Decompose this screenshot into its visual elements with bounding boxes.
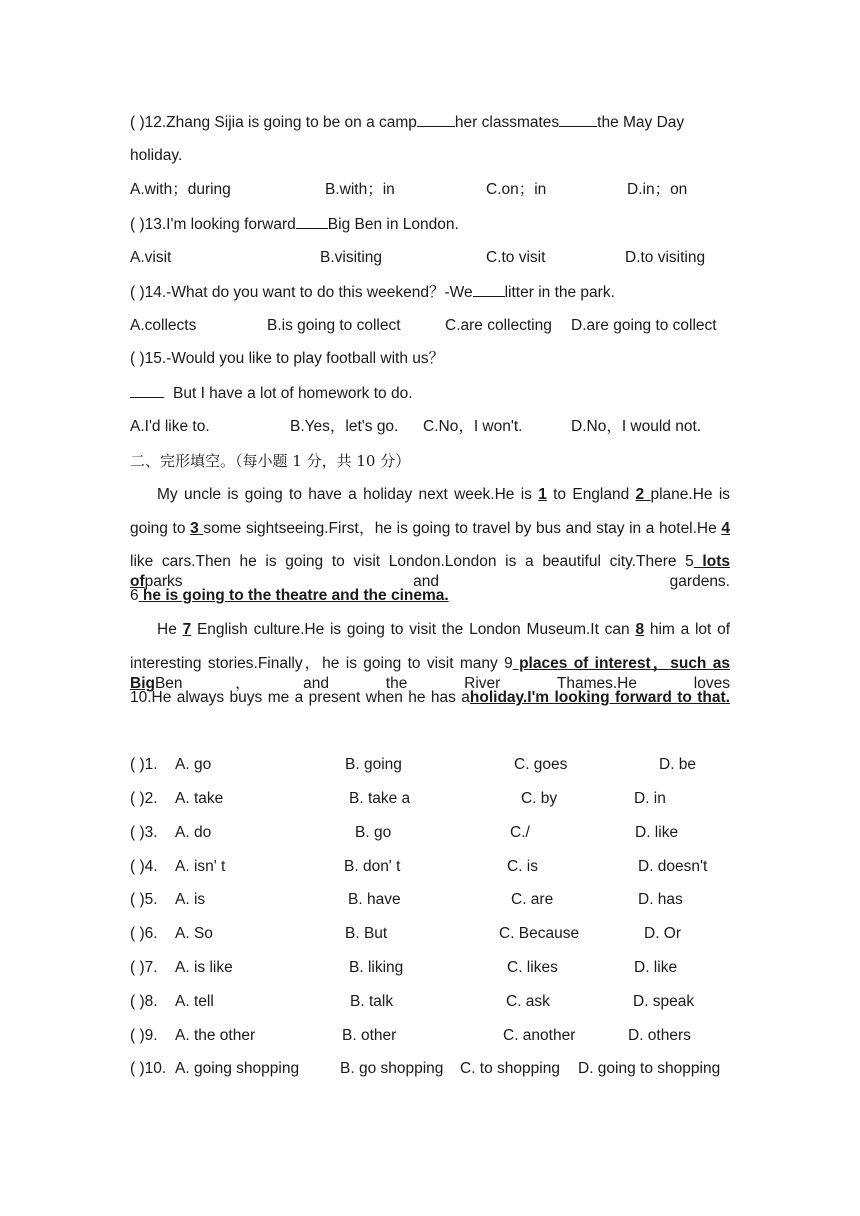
item-number: ( )3. — [130, 824, 158, 841]
passage-line — [130, 586, 730, 606]
item-number: ( )5. — [130, 891, 158, 908]
question-12-text-c: the May Day — [597, 114, 685, 131]
option-d: D.are going to collect — [571, 317, 717, 334]
option-d: D. doesn't — [638, 858, 708, 875]
option-b: B. don' t — [344, 858, 401, 875]
option-d: D. be — [659, 756, 697, 773]
question-12-stem — [130, 112, 730, 133]
option-d: D. like — [635, 824, 679, 841]
passage-text: plane.He is — [650, 486, 731, 503]
item-number: ( )6. — [130, 925, 158, 942]
option-c: C. are — [511, 891, 554, 908]
passage-text: 9 — [504, 655, 513, 672]
question-13-text-a: ( )13.I'm looking forward — [130, 216, 296, 233]
option-a: A. the other — [175, 1027, 256, 1044]
section-2-heading: 二、完形填空。（每小题 1 分，共 10 分） — [130, 452, 411, 470]
item-number: ( )1. — [130, 756, 158, 773]
option-d: D. like — [634, 959, 678, 976]
blank-number: lots of — [130, 553, 730, 590]
blank-number: 8 — [635, 621, 645, 638]
question-12-text-b: her classmates — [454, 114, 560, 131]
option-d: D. speak — [633, 993, 695, 1010]
option-b: B. go — [355, 824, 392, 841]
question-14-stem — [130, 282, 730, 303]
passage-text: My uncle is going to have a holiday next week.He is — [157, 486, 539, 503]
passage-text: going to — [130, 520, 191, 537]
passage-text: interesting stories.Finally，he is going to visit many — [130, 655, 505, 672]
option-c: C. Because — [499, 925, 580, 942]
passage-text: 10 — [130, 689, 148, 706]
option-a: A. go — [175, 756, 212, 773]
option-d: D. going to shopping — [578, 1060, 721, 1077]
answer-blank — [559, 112, 597, 127]
option-b: B.Yes，let's go. — [290, 418, 399, 435]
option-d: D.to visiting — [625, 249, 706, 266]
passage-text: 6 — [130, 587, 139, 604]
blank-number: 4 — [721, 520, 730, 537]
option-a: A. tell — [175, 993, 214, 1010]
passage-text: him a lot of — [644, 621, 731, 638]
option-a: A. going shopping — [175, 1060, 300, 1077]
option-c: C.are collecting — [445, 317, 552, 334]
option-a: A. isn' t — [175, 858, 226, 875]
question-13-stem — [130, 214, 730, 235]
option-c: C./ — [510, 824, 530, 841]
option-b: B. going — [345, 756, 402, 773]
option-a: A.with；during — [130, 181, 231, 198]
blank-number: 2 — [635, 486, 651, 503]
option-b: B. other — [342, 1027, 397, 1044]
item-number: ( )4. — [130, 858, 158, 875]
option-b: B. take a — [349, 790, 411, 807]
option-b: B. talk — [350, 993, 394, 1010]
question-12-text-a: ( )12.Zhang Sijia is going to be on a camp — [130, 114, 417, 131]
answer-blank — [296, 214, 328, 229]
option-c: C. to shopping — [460, 1060, 560, 1077]
option-d: D. Or — [644, 925, 682, 942]
option-c: C. ask — [506, 993, 550, 1010]
blank-number: holiday.I'm looking forward to that. — [469, 689, 730, 706]
passage-text: English culture.He is going to visit the London Museum.It can — [191, 621, 636, 638]
passage-line — [130, 485, 730, 505]
passage-text: .He always buys me a present when he has a — [147, 689, 470, 706]
option-a: A. is like — [175, 959, 233, 976]
option-d: D. others — [628, 1027, 691, 1044]
option-c: C. goes — [514, 756, 568, 773]
passage-text: to England — [546, 486, 636, 503]
question-14-text-b: litter in the park. — [504, 284, 615, 301]
passage-text: some sightseeing.First，he is going to travel by bus and stay in a hotel.He — [203, 520, 722, 537]
item-number: ( )10. — [130, 1060, 167, 1077]
passage-text: parks and gardens. — [144, 573, 730, 590]
blank-number: places of interest，such as Big — [130, 655, 730, 692]
blank-number: 7 — [182, 621, 192, 638]
item-number: ( )7. — [130, 959, 158, 976]
option-b: B. But — [345, 925, 388, 942]
passage-line — [130, 688, 730, 708]
option-a: A. take — [175, 790, 224, 807]
question-13-text-b: Big Ben in London. — [327, 216, 459, 233]
passage-text: Ben，and the River Thames.He loves — [154, 675, 730, 692]
option-c: C.on；in — [486, 181, 547, 198]
option-c: C. likes — [507, 959, 558, 976]
answer-blank — [130, 383, 164, 398]
option-a: A.I'd like to. — [130, 418, 210, 435]
passage-text: He — [157, 621, 183, 638]
option-a: A. is — [175, 891, 206, 908]
option-d: D.in；on — [627, 181, 688, 198]
passage-line — [130, 519, 730, 539]
question-15-stem: ( )15.-Would you like to play football with us？ — [130, 350, 445, 367]
question-12-stem-cont: holiday. — [130, 147, 183, 164]
option-c: C. another — [503, 1027, 576, 1044]
option-a: A. So — [175, 925, 213, 942]
question-15-stem-cont — [130, 383, 730, 404]
option-c: C.No，I won't. — [423, 418, 523, 435]
blank-number: he is going to the theatre and the cinema. — [138, 587, 449, 604]
option-c: C. by — [521, 790, 558, 807]
option-d: D. in — [634, 790, 666, 807]
item-number: ( )2. — [130, 790, 158, 807]
option-a: A.collects — [130, 317, 197, 334]
option-b: B. have — [348, 891, 401, 908]
passage-text: like cars.Then he is going to visit London.London is a beautiful city.There — [130, 553, 686, 570]
option-d: D.No，I would not. — [571, 418, 702, 435]
blank-number: 3 — [190, 520, 204, 537]
answer-blank — [473, 282, 505, 297]
option-c: C. is — [507, 858, 538, 875]
answer-blank — [417, 112, 455, 127]
option-b: B.visiting — [320, 249, 383, 266]
question-14-text-a: ( )14.-What do you want to do this weekend？-We — [130, 284, 473, 301]
option-b: B. liking — [349, 959, 404, 976]
passage-text: 5 — [685, 553, 694, 570]
blank-number: 1 — [538, 486, 547, 503]
option-a: A.visit — [130, 249, 172, 266]
option-b: B.with；in — [325, 181, 395, 198]
item-number: ( )9. — [130, 1027, 158, 1044]
option-c: C.to visit — [486, 249, 546, 266]
option-b: B. go shopping — [340, 1060, 444, 1077]
item-number: ( )8. — [130, 993, 158, 1010]
option-d: D. has — [638, 891, 683, 908]
passage-line — [130, 620, 730, 640]
question-15-text-b: But I have a lot of homework to do. — [173, 385, 413, 402]
option-a: A. do — [175, 824, 212, 841]
option-b: B.is going to collect — [267, 317, 401, 334]
